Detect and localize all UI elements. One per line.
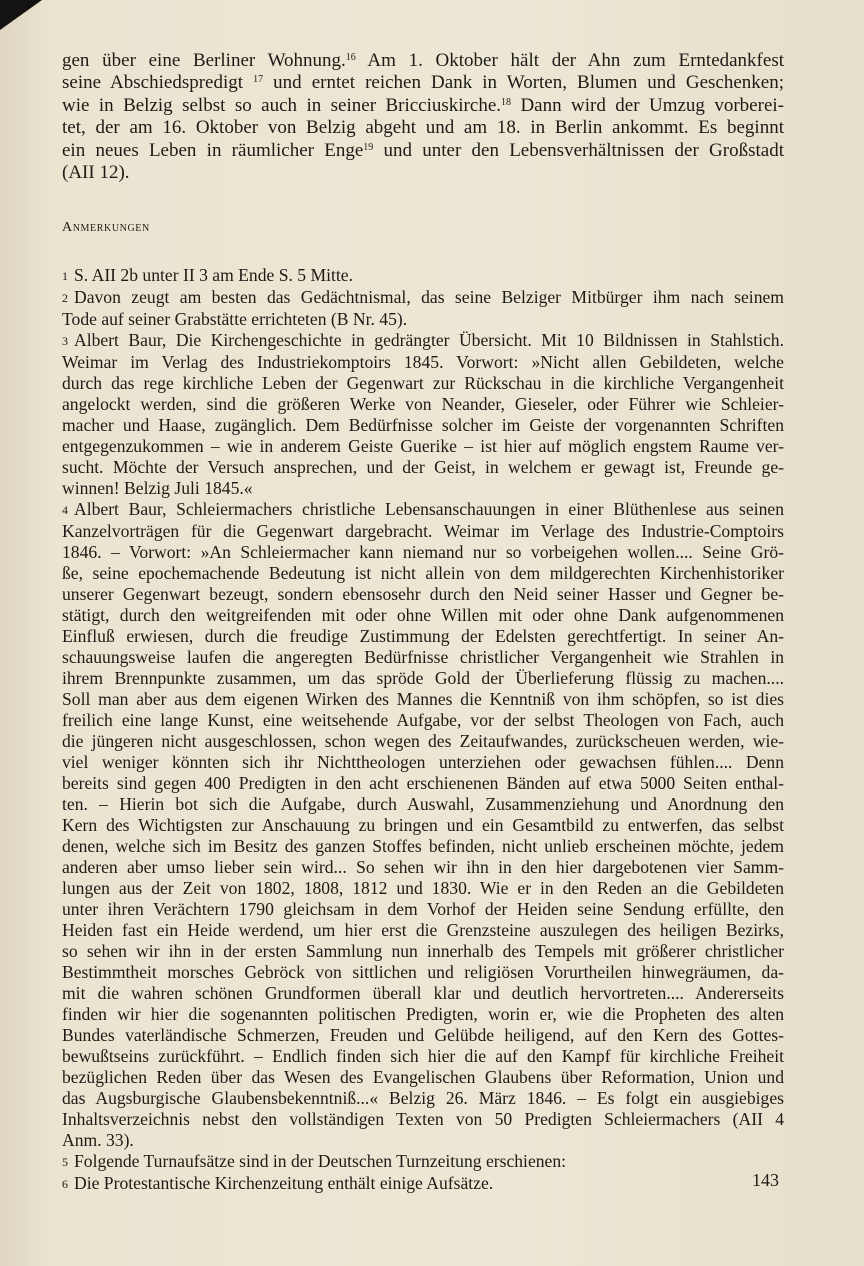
body-line: ein neues Leben in räumlicher Enge$^{19}$ und unter den Lebensverhältnissen der Großstadt bbox=[62, 139, 784, 161]
footnote-line: denen, welche sich im Besitz des ganzen Stoffes befinden, nicht unlieb erscheinen möchte, jedem bbox=[62, 836, 784, 856]
footnote-line: lungen aus der Zeit von 1802, 1808, 1812 und 1830. Wie er in den Reden an die Gebildeten bbox=[62, 878, 784, 898]
footnote-line: Heiden fast ein Heide werdend, um hier erst die Grenzsteine auszulegen des heiligen Bezirks, bbox=[62, 920, 784, 940]
footnote-reference: 16 bbox=[345, 52, 356, 63]
footnote-number: 5 bbox=[62, 1155, 68, 1169]
footnote-item: 2 Davon zeugt am besten das Gedächtnismal, das seine Belziger Mitbürger ihm nach seinem bbox=[62, 287, 784, 307]
footnote-line: Kern des Wichtigsten zur Anschauung zu bringen und ein Gesamtbild zu entwerfen, das selbst bbox=[62, 815, 784, 835]
footnote-line: bereits sind gegen 400 Predigten in den acht erschienenen Bänden auf etwa 5000 Seiten enthal- bbox=[62, 773, 784, 793]
footnote-number: 2 bbox=[62, 291, 68, 305]
footnote-line: ße, seine epochemachende Bedeutung ist nicht allein von dem mildgerechten Kirchenhistoriker bbox=[62, 563, 784, 583]
footnote-number: 3 bbox=[62, 334, 68, 348]
footnote-reference: 17 bbox=[253, 74, 264, 86]
footnote-number: 6 bbox=[62, 1177, 68, 1191]
footnote-line: durch das rege kirchliche Leben der Gegenwart zur Rückschau in die kirchliche Vergangenheit bbox=[62, 373, 784, 393]
footnote-line: die jüngeren nicht ausgeschlossen, schon wegen des Zeitaufwandes, zurückscheuen werden, wie- bbox=[62, 731, 784, 751]
footnote-line: Inhaltsverzeichnis nebst den vollständigen Texten von 50 Predigten Schleiermachers (AII 4 bbox=[62, 1109, 784, 1129]
footnote-number: 1 bbox=[62, 269, 68, 283]
footnote-line: mit die wahren schönen Grundformen überall klar und deutlich hervortreten.... Andererseits bbox=[62, 983, 784, 1003]
footnote-line: das Augsburgische Glaubensbekenntniß...« Belzig 26. März 1846. – Es folgt ein ausgiebiges bbox=[62, 1088, 784, 1108]
footnote-line: Weimar im Verlag des Industriekomptoirs 1845. Vorwort: »Nicht allen Gebildeten, welche bbox=[62, 352, 784, 372]
body-line: gen über eine Berliner Wohnung.$^{16}$ Am 1. Oktober hält der Ahn zum Erntedankfest bbox=[62, 50, 784, 71]
footnote-line: angelockt werden, sind die größeren Werke von Neander, Gieseler, oder Führer wie Schleier- bbox=[62, 394, 784, 414]
footnote-line: winnen! Belzig Juli 1845.« bbox=[62, 478, 253, 498]
footnote-line: schauungsweise laufen die angeregten Bedürfnisse christlicher Vergangenheit wie Strahlen in bbox=[62, 647, 784, 667]
page-number: 143 bbox=[752, 1170, 779, 1190]
footnote-line: unserer Gegenwart bezeugt, sondern ebensosehr durch den Neid seiner Hasser und Gegner be- bbox=[62, 584, 784, 604]
footnote-item: 3 Albert Baur, Die Kirchengeschichte in gedrängter Übersicht. Mit 10 Bildnissen in Stahlstich. bbox=[62, 330, 784, 350]
footnote-line: sucht. Möchte der Versuch ansprechen, und der Geist, in welchem er gewagt ist, Freunde ge- bbox=[62, 457, 784, 477]
footnotes-list bbox=[62, 265, 784, 1195]
footnote-line: bezüglichen Reden über das Wesen des Evangelischen Glaubens über Reformation, Union und bbox=[62, 1067, 784, 1087]
footnote-line: stätigt, durch den weitgreifenden mit oder ohne Willen mit oder ohne Dank aufgenommenen bbox=[62, 605, 784, 625]
footnote-reference: 18 bbox=[501, 96, 512, 108]
footnote-line: Einfluß erwiesen, durch die freudige Zustimmung der Edelsten gerechtfertigt. In seiner An- bbox=[62, 626, 784, 646]
footnote-line: ten. – Hierin bot sich die Aufgabe, durch Auswahl, Zusammenziehung und Anordnung den bbox=[62, 794, 784, 814]
footnote-line: Bundes vaterländische Schmerzen, Freuden und Gelübde heiligend, auf den Kern des Gottes- bbox=[62, 1025, 784, 1045]
footnote-line: Bestimmtheit morsches Gebröck von sittlichen und religiösen Vorurtheilen hinwegräumen, da- bbox=[62, 962, 784, 982]
body-paragraph bbox=[62, 50, 784, 184]
footnote-item: 1 S. AII 2b unter II 3 am Ende S. 5 Mitte. bbox=[62, 265, 354, 285]
footnote-line: freilich eine lange Kunst, eine weitsehende Aufgabe, vor der selbst Theologen von Fach, auch bbox=[62, 710, 784, 730]
footnote-line: Anm. 33). bbox=[62, 1130, 134, 1150]
footnote-line: Soll man aber aus dem eigenen Wirken des Mannes die Kenntniß von ihm schöpfen, so ist dies bbox=[62, 689, 784, 709]
footnote-line: entgegenzukommen – wie in anderem Geiste Guerike – ist hier auf möglich engstem Raume ver- bbox=[62, 436, 784, 456]
body-line: seine Abschiedspredigt $^{17}$ und erntet reichen Dank in Worten, Blumen und Geschenken; bbox=[62, 72, 784, 94]
footnote-line: anderen aber umso lieber sein wird... So sehen wir ihn in den hier dargebotenen vier Samm- bbox=[62, 857, 784, 877]
footnote-line: viel weniger könnten sich ihr Nichttheologen unterziehen oder gewachsen fühlen.... Denn bbox=[62, 752, 784, 772]
body-line: wie in Belzig selbst so auch in seiner Bricciuskirche.$^{18}$ Dann wird der Umzug vorberei- bbox=[62, 94, 784, 116]
footnote-line: finden wir hier die sogenannten politischen Predigten, worin er, wie die Propheten des alten bbox=[62, 1004, 784, 1024]
body-line: tet, der am 16. Oktober von Belzig abgeht und am 18. in Berlin ankommt. Es beginnt bbox=[62, 117, 784, 139]
footnote-reference: 19 bbox=[363, 141, 374, 153]
footnote-item: 6 Die Protestantische Kirchenzeitung enthält einige Aufsätze. bbox=[62, 1173, 494, 1193]
footnote-line: ihrem Brennpunkte zusammen, um das spröde Gold der Überlieferung flüssig zu machen.... bbox=[62, 668, 784, 688]
footnote-line: Kanzelvorträgen für die Gegenwart dargebracht. Weimar im Verlage des Industrie-Comptoirs bbox=[62, 521, 784, 541]
footnote-line: 1846. – Vorwort: »An Schleiermacher kann niemand nur so vorbeigehen wollen.... Seine Grö- bbox=[62, 542, 784, 562]
notes-heading: Anmerkungen bbox=[62, 220, 150, 235]
footnote-line: macher und Haase, zugänglich. Dem Bedürfnisse solcher im Geiste der vorgenannten Schriften bbox=[62, 415, 784, 435]
footnote-line: unter ihren Verächtern 1790 gleichsam in dem Vorhof der Heiden seine Sendung erfüllte, den bbox=[62, 899, 784, 919]
footnote-line: so sehen wir ihn in der ersten Sammlung nun innerhalb des Tempels mit größerer christlicher bbox=[62, 941, 784, 961]
footnote-line: bewußtseins zurückführt. – Endlich finden sich hier die auf den Kampf für kirchliche Freiheit bbox=[62, 1046, 784, 1066]
footnote-item: 5 Folgende Turnaufsätze sind in der Deutschen Turnzeitung erschienen: bbox=[62, 1151, 567, 1171]
footnote-item: 4 Albert Baur, Schleiermachers christliche Lebensanschauungen in einer Blüthenlese aus seinen bbox=[62, 499, 784, 519]
footnote-line: Tode auf seiner Grabstätte errichteten (B Nr. 45). bbox=[62, 309, 408, 329]
body-line: (AII 12). bbox=[62, 162, 130, 184]
page-corner-shadow bbox=[0, 0, 42, 30]
footnote-number: 4 bbox=[62, 503, 68, 517]
